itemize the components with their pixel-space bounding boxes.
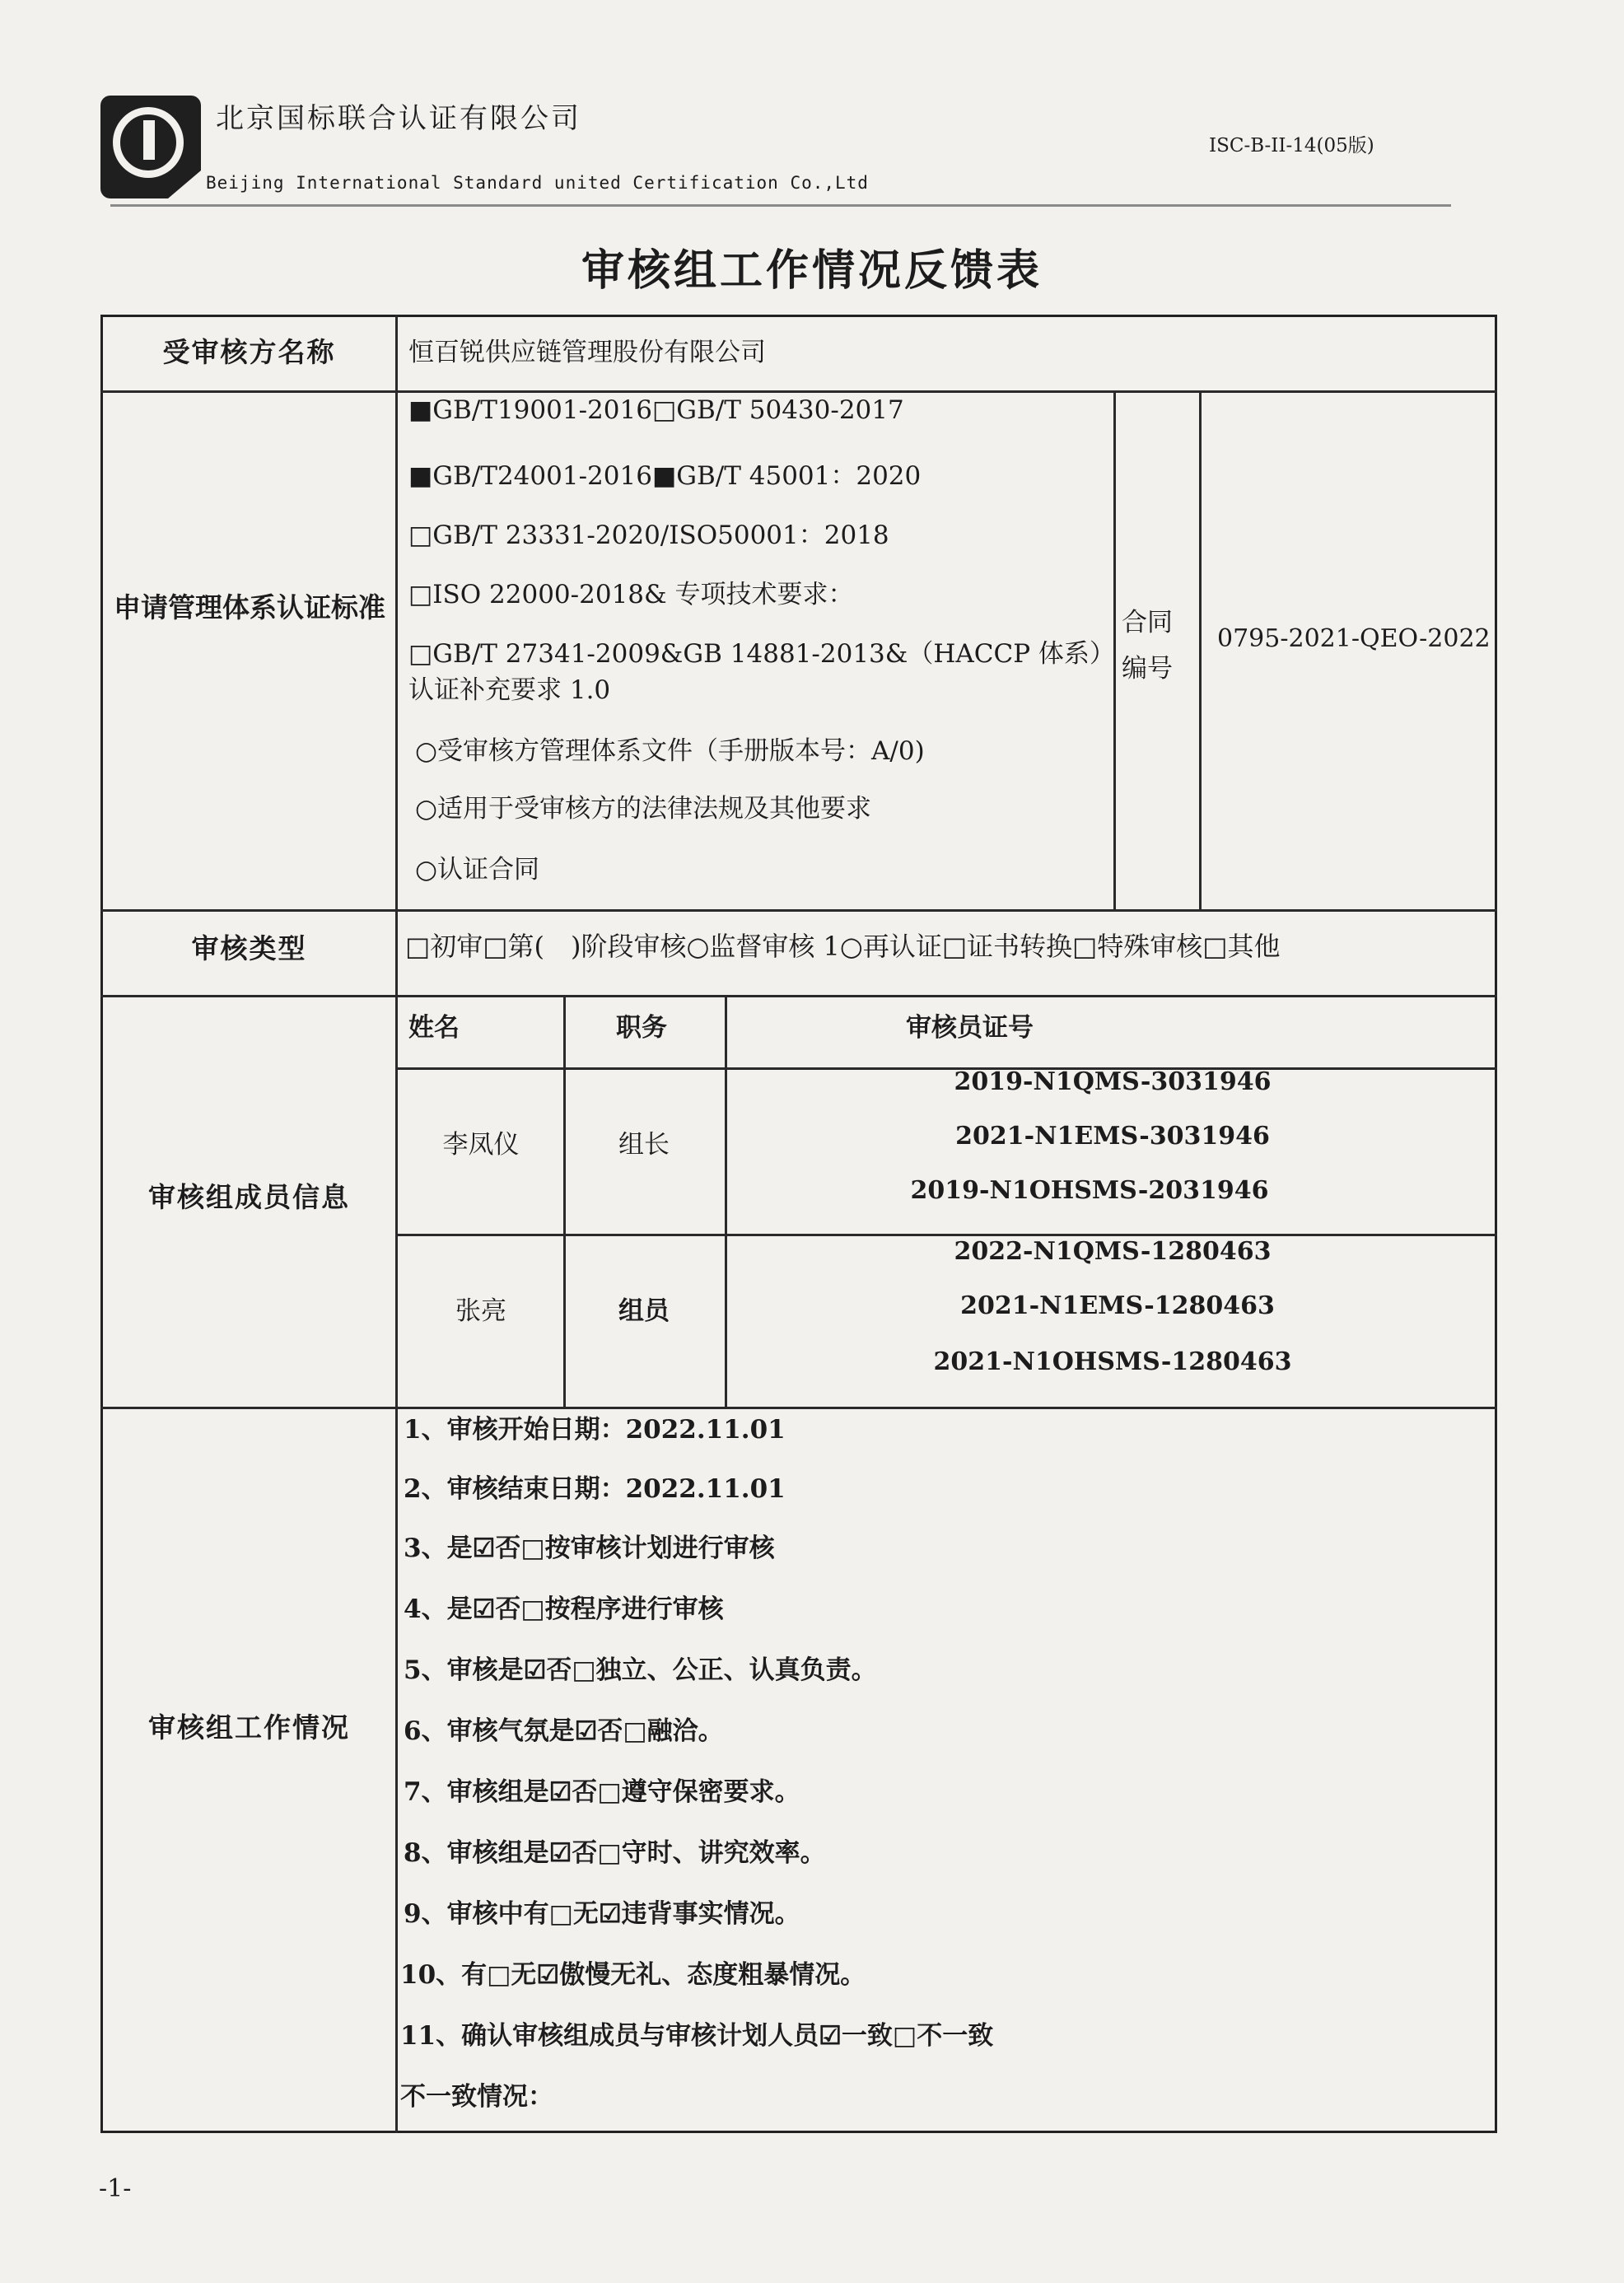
row-divider [100, 390, 1497, 393]
auditee-value: 恒百锐供应链管理股份有限公司 [408, 338, 766, 367]
audit-type-label: 审核类型 [191, 932, 307, 964]
row-divider [100, 995, 1497, 997]
member-role: 组长 [618, 1130, 670, 1160]
page-number: -1- [99, 2174, 132, 2203]
team-label: 审核组成员信息 [148, 1181, 350, 1213]
label-column-divider [395, 315, 398, 2133]
member-cert: 2019-N1OHSMS-2031946 [910, 1176, 1269, 1205]
document-code: ISC-B-II-14(05版) [1209, 135, 1374, 156]
work-item: 6、审核气氛是☑否□融洽。 [404, 1716, 724, 1746]
work-item: 8、审核组是☑否□守时、讲究效率。 [404, 1838, 826, 1868]
standard-line: □GB/T 23331-2020/ISO50001：2018 [408, 521, 889, 550]
member-role: 组员 [618, 1296, 670, 1326]
standard-line: 认证补充要求 1.0 [408, 675, 611, 705]
standards-column-divider [1199, 390, 1202, 909]
page-title: 审核组工作情况反馈表 [581, 245, 1043, 296]
member-name: 李凤仪 [442, 1130, 520, 1160]
member-cert: 2021-N1EMS-1280463 [960, 1291, 1275, 1320]
audit-type-value: □初审□第( )阶段审核○监督审核 1○再认证□证书转换□特殊审核□其他 [405, 931, 1281, 962]
work-label: 审核组工作情况 [148, 1711, 350, 1744]
standard-line: ○受审核方管理体系文件（手册版本号：A/0) [415, 736, 925, 766]
company-logo [100, 96, 201, 198]
member-cert: 2021-N1EMS-3031946 [955, 1122, 1270, 1151]
auditee-label: 受审核方名称 [162, 336, 336, 368]
standard-line: ■GB/T24001-2016■GB/T 45001：2020 [408, 461, 922, 491]
standard-line: ■GB/T19001-2016□GB/T 50430-2017 [408, 395, 904, 425]
team-column-divider [563, 995, 566, 1407]
member-name: 张亮 [455, 1296, 506, 1326]
team-header-cert: 审核员证号 [906, 1013, 1034, 1043]
contract-label-line-1: 合同 [1122, 608, 1173, 637]
work-item: 10、有□无☑傲慢无礼、态度粗暴情况。 [400, 1960, 866, 1990]
company-name-cn: 北京国标联合认证有限公司 [216, 102, 581, 135]
standard-line: □ISO 22000-2018& 专项技术要求： [408, 580, 854, 609]
work-item: 2、审核结束日期：2022.11.01 [404, 1474, 786, 1504]
row-divider [100, 1407, 1497, 1409]
work-item: 3、是☑否□按审核计划进行审核 [404, 1534, 775, 1563]
work-item: 9、审核中有□无☑违背事实情况。 [404, 1899, 800, 1929]
work-item: 不一致情况： [400, 2082, 553, 2112]
work-item: 1、审核开始日期：2022.11.01 [404, 1415, 786, 1445]
team-header-name: 姓名 [408, 1013, 460, 1043]
row-divider [100, 909, 1497, 912]
header-divider [110, 204, 1451, 207]
member-cert: 2019-N1QMS-3031946 [954, 1067, 1272, 1096]
team-header-role: 职务 [616, 1013, 667, 1043]
member-cert: 2022-N1QMS-1280463 [954, 1237, 1272, 1266]
work-item: 5、审核是☑否□独立、公正、认真负责。 [404, 1655, 877, 1685]
company-name-en: Beijing International Standard united Certification Co.,Ltd [206, 173, 869, 193]
standard-line: □GB/T 27341-2009&GB 14881-2013&（HACCP 体系） [408, 639, 1115, 669]
standards-label: 申请管理体系认证标准 [114, 591, 385, 623]
work-item: 7、审核组是☑否□遵守保密要求。 [404, 1777, 800, 1807]
standard-line: ○适用于受审核方的法律法规及其他要求 [415, 794, 872, 824]
member-cert: 2021-N1OHSMS-1280463 [933, 1347, 1292, 1376]
standard-line: ○认证合同 [415, 855, 540, 885]
contract-label-line-2: 编号 [1122, 654, 1173, 684]
team-row-divider [395, 1234, 1497, 1236]
work-item: 11、确认审核组成员与审核计划人员☑一致□不一致 [400, 2021, 994, 2051]
contract-number: 0795-2021-QEO-2022 [1217, 624, 1491, 653]
work-item: 4、是☑否□按程序进行审核 [404, 1594, 724, 1624]
